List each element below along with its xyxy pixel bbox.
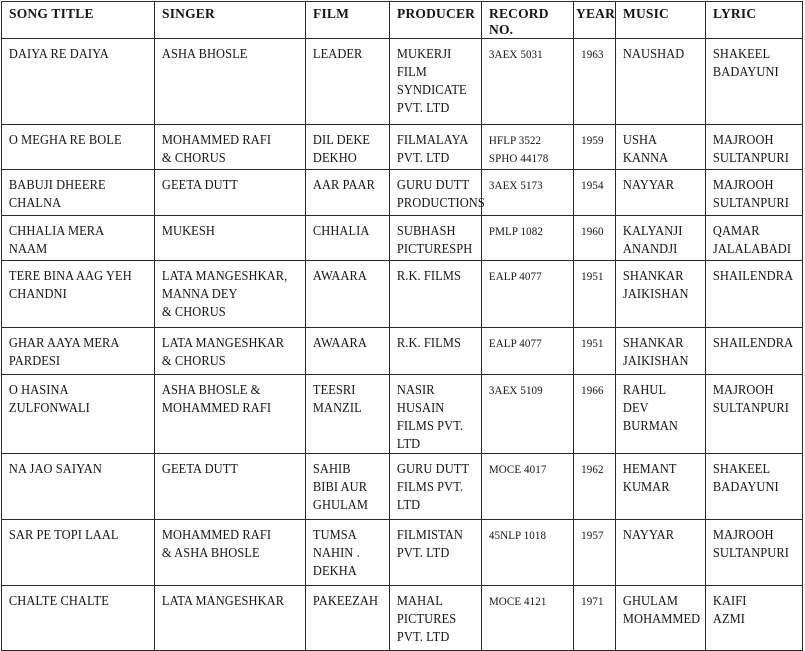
cell-year: 1962	[574, 454, 613, 520]
cell-film: DIL DEKE DEKHO	[306, 125, 383, 170]
header-producer: PRODUCER	[390, 2, 482, 39]
cell-singer: LATA MANGESHKAR & CHORUS	[155, 328, 294, 375]
cell-song-title: CHHALIA MERA NAAM	[2, 216, 143, 261]
cell-year: 1966	[574, 375, 613, 454]
cell-producer: FILMALAYA PVT. LTD	[390, 125, 475, 170]
cell-lyric: MAJROOH SULTANPURI	[706, 170, 795, 216]
cell-music: NAYYAR	[616, 170, 699, 216]
cell-song-title: NA JAO SAIYAN	[2, 454, 143, 520]
cell-record-no: HFLP 3522 SPHO 44178	[482, 125, 567, 170]
cell-producer: MUKERJI FILM SYNDICATE PVT. LTD	[390, 39, 475, 125]
cell-film: LEADER	[306, 39, 383, 125]
cell-lyric: MAJROOH SULTANPURI	[706, 520, 795, 586]
cell-lyric: KAIFI AZMI	[706, 586, 795, 651]
cell-song-title: GHAR AAYA MERA PARDESI	[2, 328, 143, 375]
table-row	[2, 328, 803, 375]
cell-song-title: O MEGHA RE BOLE	[2, 125, 143, 170]
cell-film: TEESRI MANZIL	[306, 375, 383, 454]
cell-film: CHHALIA	[306, 216, 383, 261]
cell-singer: LATA MANGESHKAR	[155, 586, 294, 651]
cell-music: KALYANJI ANANDJI	[616, 216, 699, 261]
cell-record-no: 3AEX 5173	[482, 170, 567, 216]
cell-music: RAHUL DEV BURMAN	[616, 375, 699, 454]
cell-producer: NASIR HUSAIN FILMS PVT. LTD	[390, 375, 475, 454]
cell-producer: R.K. FILMS	[390, 328, 475, 375]
cell-song-title: DAIYA RE DAIYA	[2, 39, 143, 125]
cell-lyric: QAMAR JALALABADI	[706, 216, 795, 261]
cell-singer: MUKESH	[155, 216, 294, 261]
cell-song-title: TERE BINA AAG YEH CHANDNI	[2, 261, 143, 328]
cell-lyric: SHAKEEL BADAYUNI	[706, 39, 795, 125]
cell-lyric: SHAILENDRA	[706, 261, 795, 328]
header-film: FILM	[306, 2, 390, 39]
cell-producer: GURU DUTT PRODUCTIONS	[390, 170, 475, 216]
cell-producer: MAHAL PICTURES PVT. LTD	[390, 586, 475, 651]
cell-record-no: PMLP 1082	[482, 216, 567, 261]
cell-lyric: SHAKEEL BADAYUNI	[706, 454, 795, 520]
cell-year: 1951	[574, 328, 613, 375]
cell-music: SHANKAR JAIKISHAN	[616, 328, 699, 375]
header-row	[2, 2, 803, 39]
cell-year: 1957	[574, 520, 613, 586]
cell-music: GHULAM MOHAMMED	[616, 586, 699, 651]
table-row	[2, 454, 803, 520]
table-row	[2, 125, 803, 170]
cell-film: AAR PAAR	[306, 170, 383, 216]
cell-music: HEMANT KUMAR	[616, 454, 699, 520]
cell-song-title: SAR PE TOPI LAAL	[2, 520, 143, 586]
cell-producer: FILMISTAN PVT. LTD	[390, 520, 475, 586]
cell-singer: MOHAMMED RAFI & ASHA BHOSLE	[155, 520, 294, 586]
cell-music: NAYYAR	[616, 520, 699, 586]
cell-film: SAHIB BIBI AUR GHULAM	[306, 454, 383, 520]
cell-singer: GEETA DUTT	[155, 454, 294, 520]
cell-year: 1954	[574, 170, 613, 216]
header-music: MUSIC	[616, 2, 706, 39]
header-year: YEAR	[574, 2, 616, 39]
table-row	[2, 261, 803, 328]
header-song-title: SONG TITLE	[2, 2, 155, 39]
cell-singer: MOHAMMED RAFI & CHORUS	[155, 125, 294, 170]
cell-year: 1951	[574, 261, 613, 328]
cell-film: AWAARA	[306, 328, 383, 375]
cell-music: NAUSHAD	[616, 39, 699, 125]
cell-film: PAKEEZAH	[306, 586, 383, 651]
cell-year: 1971	[574, 586, 613, 651]
cell-film: TUMSA NAHIN . DEKHA	[306, 520, 383, 586]
header-record-no: RECORD NO.	[482, 2, 574, 39]
cell-music: SHANKAR JAIKISHAN	[616, 261, 699, 328]
cell-year: 1963	[574, 39, 613, 125]
cell-singer: ASHA BHOSLE	[155, 39, 294, 125]
header-singer: SINGER	[155, 2, 306, 39]
cell-record-no: EALP 4077	[482, 261, 567, 328]
cell-film: AWAARA	[306, 261, 383, 328]
cell-producer: SUBHASH PICTURESPH	[390, 216, 475, 261]
cell-lyric: MAJROOH SULTANPURI	[706, 375, 795, 454]
header-lyric: LYRIC	[706, 2, 803, 39]
cell-singer: GEETA DUTT	[155, 170, 294, 216]
table-row	[2, 375, 803, 454]
table-row	[2, 170, 803, 216]
cell-song-title: O HASINA ZULFONWALI	[2, 375, 143, 454]
cell-producer: R.K. FILMS	[390, 261, 475, 328]
cell-lyric: SHAILENDRA	[706, 328, 795, 375]
table-row	[2, 216, 803, 261]
cell-song-title: CHALTE CHALTE	[2, 586, 143, 651]
cell-record-no: MOCE 4121	[482, 586, 567, 651]
cell-producer: GURU DUTT FILMS PVT. LTD	[390, 454, 475, 520]
cell-record-no: MOCE 4017	[482, 454, 567, 520]
song-table	[1, 1, 803, 651]
table-row	[2, 520, 803, 586]
cell-record-no: EALP 4077	[482, 328, 567, 375]
cell-record-no: 45NLP 1018	[482, 520, 567, 586]
table-row	[2, 586, 803, 651]
cell-singer: ASHA BHOSLE & MOHAMMED RAFI	[155, 375, 294, 454]
cell-record-no: 3AEX 5109	[482, 375, 567, 454]
cell-record-no: 3AEX 5031	[482, 39, 567, 125]
cell-lyric: MAJROOH SULTANPURI	[706, 125, 795, 170]
cell-music: USHA KANNA	[616, 125, 699, 170]
cell-year: 1960	[574, 216, 613, 261]
cell-singer: LATA MANGESHKAR, MANNA DEY & CHORUS	[155, 261, 294, 328]
cell-song-title: BABUJI DHEERE CHALNA	[2, 170, 143, 216]
cell-year: 1959	[574, 125, 613, 170]
table-row	[2, 39, 803, 125]
